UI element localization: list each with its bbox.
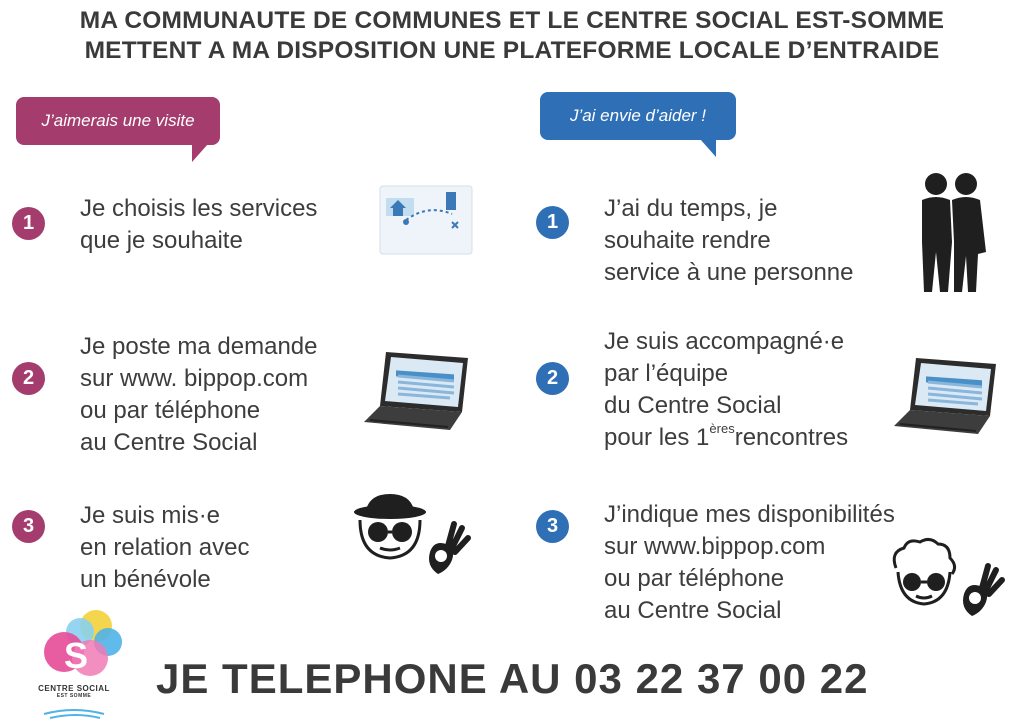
step-line: sur www. bippop.com <box>80 365 309 392</box>
step-line: ou par téléphone <box>80 397 261 424</box>
step-number-badge: 1 <box>12 207 45 240</box>
two-people-icon <box>912 172 994 296</box>
right-step-1-text <box>604 193 854 289</box>
step-number-badge: 3 <box>12 510 45 543</box>
step-line <box>604 422 848 454</box>
right-step-3-text <box>604 499 895 627</box>
step-line-part: rencontres <box>734 424 849 451</box>
step-number-badge: 2 <box>12 362 45 395</box>
page-title <box>0 6 1024 66</box>
laptop-icon <box>892 352 1004 444</box>
step-line: en relation avec <box>80 534 250 561</box>
step-line: J’indique mes disponibilités <box>604 501 895 528</box>
visit-request-bubble: J’aimerais une visite <box>16 97 220 145</box>
step-number-badge: 3 <box>536 510 569 543</box>
title-line-1: MA COMMUNAUTE DE COMMUNES ET LE CENTRE SOCIAL EST-SOMME <box>79 7 945 34</box>
step-line: sur www.bippop.com <box>604 533 826 560</box>
left-step-2-text <box>80 331 317 459</box>
step-line: Je choisis les services <box>80 195 318 222</box>
step-line: un bénévole <box>80 566 211 593</box>
logo-line-1: CENTRE SOCIAL <box>38 684 110 693</box>
step-number-badge: 2 <box>536 362 569 395</box>
volunteer-ok-icon <box>352 494 472 578</box>
left-step-1-text <box>80 193 317 257</box>
laptop-icon <box>362 346 478 442</box>
step-line: par l’équipe <box>604 360 729 387</box>
left-step-3-text <box>80 500 249 596</box>
help-offer-bubble: J’ai envie d’aider ! <box>540 92 736 140</box>
title-line-2: METTENT A MA DISPOSITION UNE PLATEFORME LOCALE D’ENTRAIDE <box>84 37 940 64</box>
logo-line-2: EST SOMME <box>56 693 92 699</box>
step-line: Je poste ma demande <box>80 333 318 360</box>
step-line: service à une personne <box>604 259 854 286</box>
ordinal-suffix: ères <box>709 421 735 436</box>
step-line: Je suis accompagné·e <box>604 328 845 355</box>
step-line: souhaite rendre <box>604 227 771 254</box>
step-line: au Centre Social <box>80 429 258 456</box>
step-line-part: pour les 1 <box>604 424 710 451</box>
senior-ok-icon <box>888 538 1006 618</box>
map-route-icon <box>378 184 474 256</box>
step-line: J’ai du temps, je <box>604 195 778 222</box>
step-line: Je suis mis·e <box>80 502 221 529</box>
logo-text <box>26 684 122 699</box>
phone-call-to-action: JE TELEPHONE AU 03 22 37 00 22 <box>156 655 869 702</box>
svg-text:S: S <box>64 635 89 676</box>
step-line: du Centre Social <box>604 392 782 419</box>
step-line: au Centre Social <box>604 597 782 624</box>
centre-social-logo <box>30 606 126 722</box>
step-line: que je souhaite <box>80 227 243 254</box>
right-step-2-text <box>604 326 848 454</box>
step-number-badge: 1 <box>536 206 569 239</box>
step-line: ou par téléphone <box>604 565 785 592</box>
